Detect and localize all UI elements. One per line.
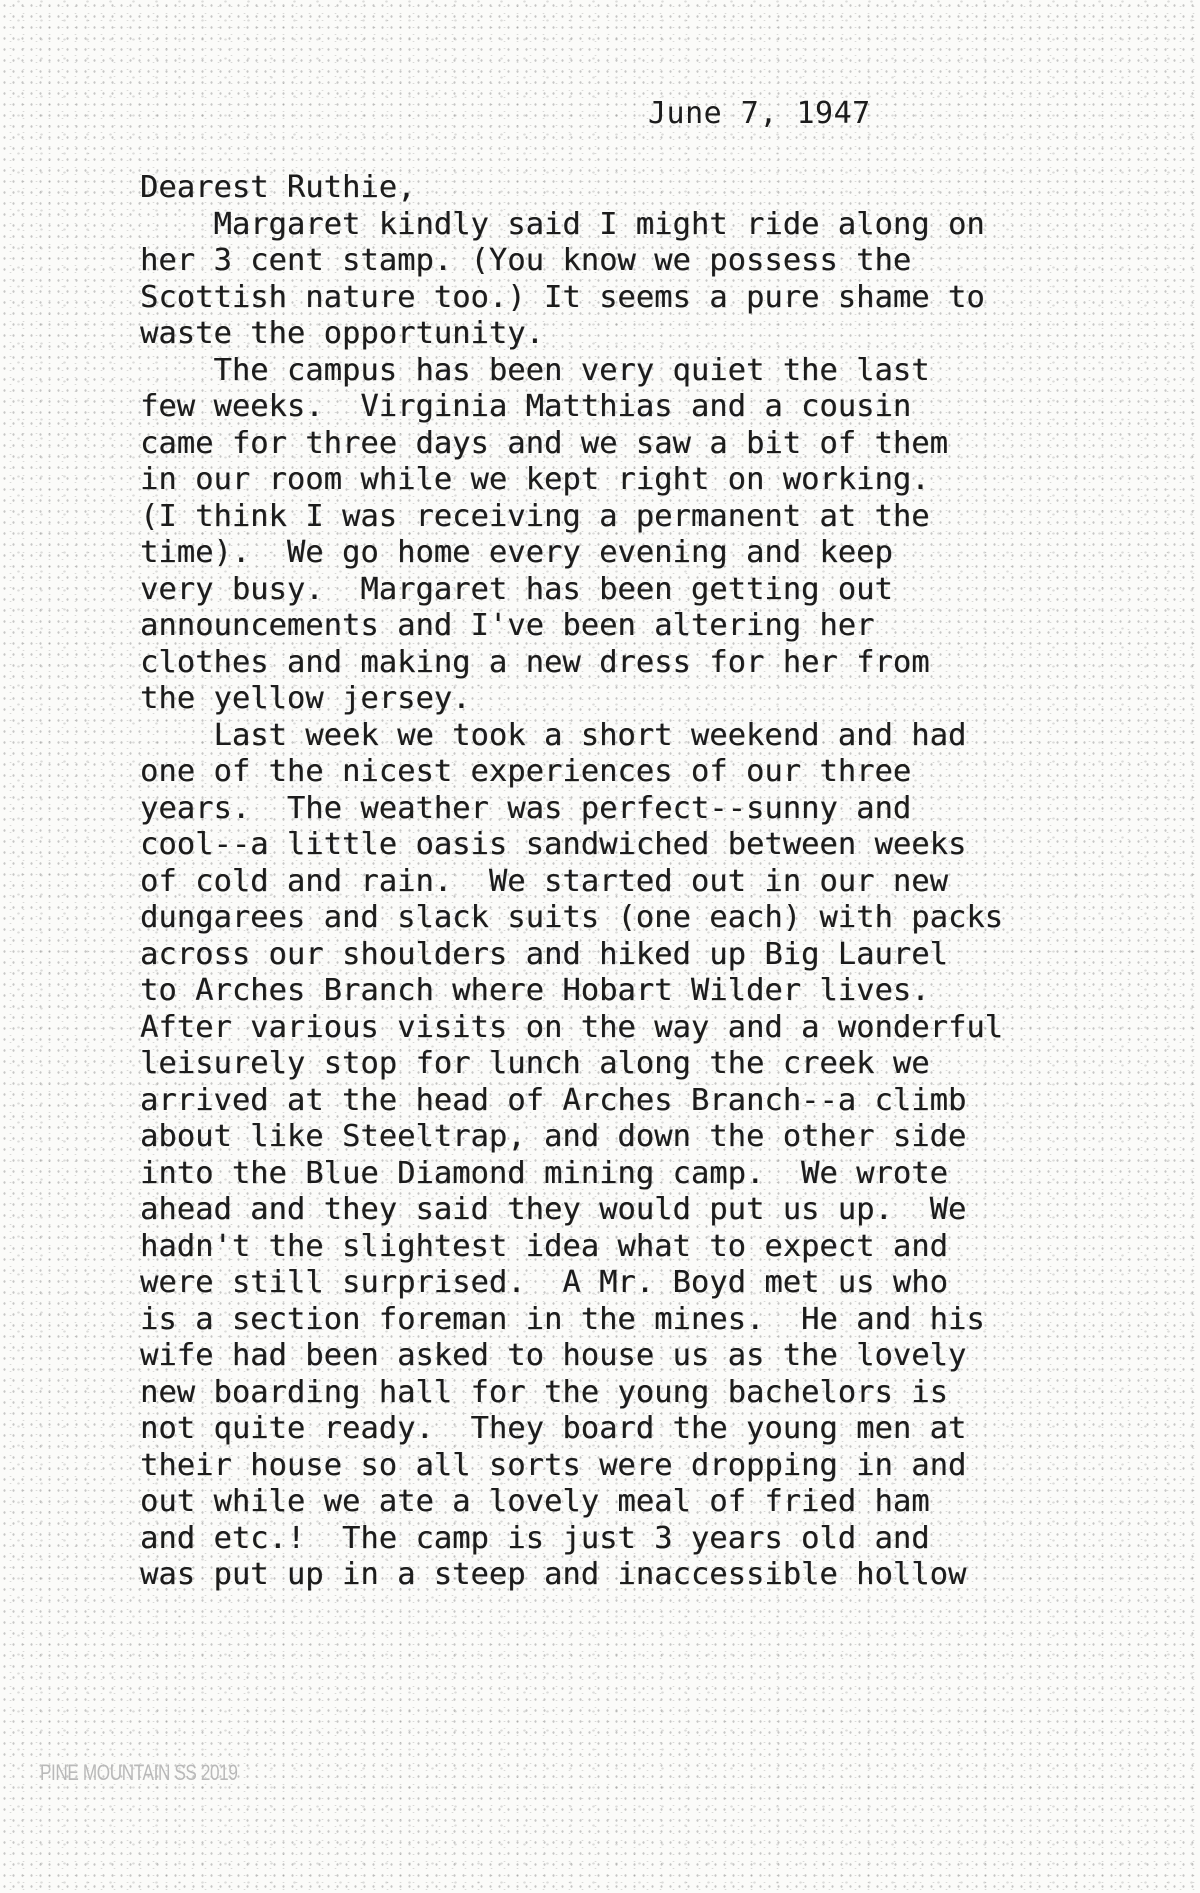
letter-line: very busy. Margaret has been getting out <box>140 571 893 607</box>
letter-line: out while we ate a lovely meal of fried ham <box>140 1484 930 1519</box>
letter-line: to Arches Branch where Hobart Wilder lives. <box>140 973 930 1008</box>
letter-line: their house so all sorts were dropping in and <box>140 1447 967 1483</box>
letter-line: her 3 cent stamp. (You know we possess the <box>140 243 912 278</box>
letter-line: clothes and making a new dress for her from <box>140 644 930 680</box>
letter-line: about like Steeltrap, and down the other side <box>140 1119 967 1154</box>
letter-line: across our shoulders and hiked up Big Laurel <box>140 936 948 972</box>
letter-line: were still surprised. A Mr. Boyd met us who <box>140 1265 948 1300</box>
letter-date: June 7, 1947 <box>648 96 871 131</box>
letter-line: came for three days and we saw a bit of them <box>140 425 948 461</box>
letter-line: announcements and I've been altering her <box>140 608 875 643</box>
letter-line: into the Blue Diamond mining camp. We wrote <box>140 1155 948 1191</box>
letter-line: the yellow jersey. <box>140 681 471 716</box>
letter-line: ahead and they said they would put us up. We <box>140 1192 967 1227</box>
letter-line: dungarees and slack suits (one each) with packs <box>140 900 1004 935</box>
letter-line: one of the nicest experiences of our three <box>140 754 912 789</box>
letter-line: arrived at the head of Arches Branch--a climb <box>140 1082 967 1118</box>
letter-line: is a section foreman in the mines. He and his <box>140 1301 985 1337</box>
archive-watermark: PINE MOUNTAIN SS 2019 <box>40 1760 238 1785</box>
letter-line: in our room while we kept right on working. <box>140 462 930 497</box>
letter-line: wife had been asked to house us as the lovely <box>140 1338 967 1373</box>
letter-line: years. The weather was perfect--sunny and <box>140 790 912 826</box>
letter-line: cool--a little oasis sandwiched between weeks <box>140 827 967 862</box>
letter-line: Scottish nature too.) It seems a pure shame to <box>140 279 985 315</box>
letter-line: (I think I was receiving a permanent at the <box>140 498 930 534</box>
letter-line: was put up in a steep and inaccessible hollow <box>140 1557 967 1592</box>
salutation: Dearest Ruthie, <box>140 170 416 205</box>
letter-line: and etc.! The camp is just 3 years old and <box>140 1520 930 1556</box>
letter-line: The campus has been very quiet the last <box>140 352 930 388</box>
letter-line: After various visits on the way and a wonderful <box>140 1009 1004 1045</box>
letter-line: leisurely stop for lunch along the creek we <box>140 1046 930 1081</box>
letter-line: waste the opportunity. <box>140 316 544 351</box>
letter-line: Last week we took a short weekend and had <box>140 717 967 753</box>
letter-line: new boarding hall for the young bachelors is <box>140 1374 948 1410</box>
letter-line: hadn't the slightest idea what to expect and <box>140 1228 948 1264</box>
letter-line: of cold and rain. We started out in our new <box>140 863 948 899</box>
letter-line: Margaret kindly said I might ride along on <box>140 206 985 242</box>
letter-body <box>140 170 1180 1594</box>
letter-line: not quite ready. They board the young men at <box>140 1411 967 1446</box>
letter-line: time). We go home every evening and keep <box>140 535 893 570</box>
letter-line: few weeks. Virginia Matthias and a cousin <box>140 389 912 424</box>
